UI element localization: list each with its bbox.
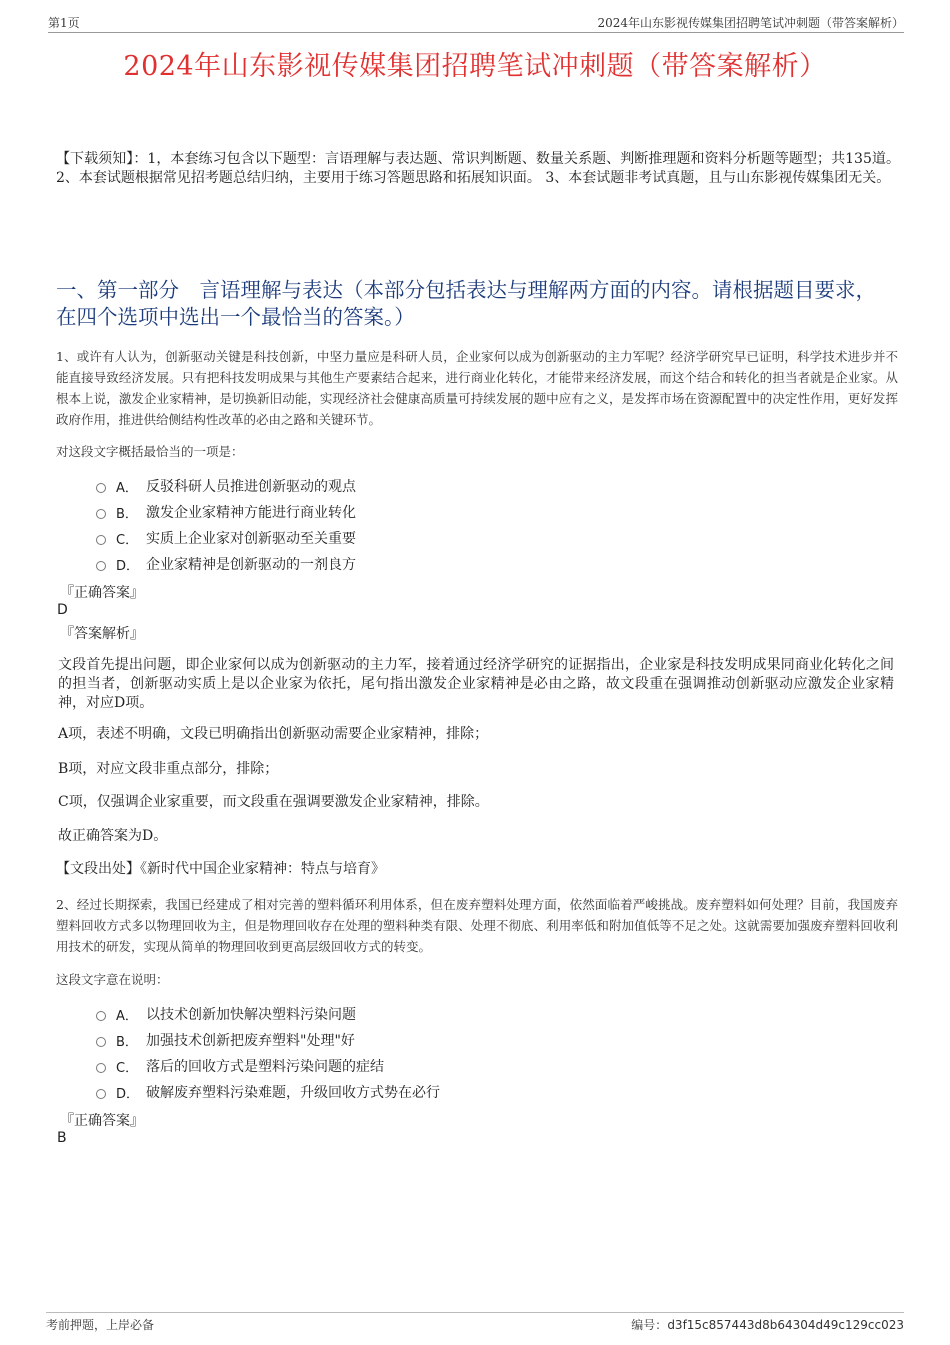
question-1-options xyxy=(96,473,356,577)
document-code: 编号：d3f15c857443d8b64304d49c129cc023 xyxy=(631,1318,904,1332)
option-text: 企业家精神是创新驱动的一剂良方 xyxy=(146,557,356,573)
option-d[interactable]: D． 企业家精神是创新驱动的一剂良方 xyxy=(96,551,356,577)
question-2-options xyxy=(96,1001,440,1105)
radio-icon[interactable] xyxy=(96,509,106,519)
footer-slogan: 考前押题，上岸必备 xyxy=(46,1318,155,1332)
analysis-option-a: A项，表述不明确，文段已明确指出创新驱动需要企业家精神，排除； xyxy=(58,726,489,742)
option-c[interactable]: C． 落后的回收方式是塑料污染问题的症结 xyxy=(96,1053,440,1079)
page-number: 第1页 xyxy=(48,16,80,30)
header-doc-title: 2024年山东影视传媒集团招聘笔试冲刺题（带答案解析） xyxy=(597,16,904,30)
analysis-label: 『答案解析』 xyxy=(60,626,144,642)
analysis-conclusion: 故正确答案为D。 xyxy=(58,828,168,844)
option-a[interactable]: A． 以技术创新加快解决塑料污染问题 xyxy=(96,1001,440,1027)
section-heading: 一、第一部分 言语理解与表达（本部分包括表达与理解两方面的内容。请根据题目要求，在四个选项中选出一个最恰当的答案。） xyxy=(56,278,876,329)
page-footer xyxy=(46,1312,904,1332)
option-text: 加强技术创新把废弃塑料"处理"好 xyxy=(146,1033,355,1049)
question-2-prompt: 这段文字意在说明： xyxy=(56,972,169,987)
question-1-prompt: 对这段文字概括最恰当的一项是： xyxy=(56,444,244,459)
download-notice: 【下载须知】：1，本套练习包含以下题型：言语理解与表达题、常识判断题、数量关系题、判断推理题和资料分析题等题型；共135道。 2、本套试题根据常见招考题总结归纳，主要用于练习答题思路和拓展知识面。 3、本套试题非考试真题，且与山东影视传媒集团无关。 xyxy=(56,151,900,186)
option-text: 实质上企业家对创新驱动至关重要 xyxy=(146,531,356,547)
option-text: 落后的回收方式是塑料污染问题的症结 xyxy=(146,1059,384,1075)
radio-icon[interactable] xyxy=(96,483,106,493)
option-d[interactable]: D． 破解废弃塑料污染难题，升级回收方式势在必行 xyxy=(96,1079,440,1105)
page-header xyxy=(48,14,904,33)
radio-icon[interactable] xyxy=(96,561,106,571)
radio-icon[interactable] xyxy=(96,535,106,545)
document-title: 2024年山东影视传媒集团招聘笔试冲刺题（带答案解析） xyxy=(123,51,827,82)
option-a[interactable]: A． 反驳科研人员推进创新驱动的观点 xyxy=(96,473,356,499)
option-b[interactable]: B． 加强技术创新把废弃塑料"处理"好 xyxy=(96,1027,440,1053)
option-c[interactable]: C． 实质上企业家对创新驱动至关重要 xyxy=(96,525,356,551)
source-citation: 【文段出处】《新时代中国企业家精神：特点与培育》 xyxy=(56,861,385,877)
question-1-stem: 1、或许有人认为，创新驱动关键是科技创新，中坚力量应是科研人员，企业家何以成为创新驱动的主力军呢？经济学研究早已证明，科学技术进步并不能直接导致经济发展。只有把科技发明成果与其他生产要素结合起来，进行商业化转化，才能带来经济发展，而这个结合和转化的担当者就是企业家。从根本上说，激发企业家精神，是切换新旧动能，实现经济社会健康高质量可持续发展的题中应有之义，是发挥市场在资源配置中的决定性作用，更好发挥政府作用，推进供给侧结构性改革的必由之路和关键环节。 xyxy=(56,349,898,427)
analysis-option-b: B项，对应文段非重点部分，排除； xyxy=(58,761,279,777)
radio-icon[interactable] xyxy=(96,1011,106,1021)
option-b[interactable]: B． 激发企业家精神方能进行商业转化 xyxy=(96,499,356,525)
correct-answer: D xyxy=(57,602,68,618)
radio-icon[interactable] xyxy=(96,1089,106,1099)
correct-answer: B xyxy=(57,1130,67,1146)
option-text: 激发企业家精神方能进行商业转化 xyxy=(146,505,356,521)
analysis-paragraph: 文段首先提出问题，即企业家何以成为创新驱动的主力军，接着通过经济学研究的证据指出，企业家是科技发明成果同商业化转化之间的担当者，创新驱动实质上是以企业家为依托，尾句指出激发企业家精神是必由之路，故文段重在强调推动创新驱动应激发企业家精神，对应D项。 xyxy=(58,657,894,711)
option-text: 反驳科研人员推进创新驱动的观点 xyxy=(146,479,356,495)
radio-icon[interactable] xyxy=(96,1037,106,1047)
analysis-option-c: C项，仅强调企业家重要，而文段重在强调要激发企业家精神，排除。 xyxy=(58,794,489,810)
radio-icon[interactable] xyxy=(96,1063,106,1073)
question-2-stem: 2、经过长期探索，我国已经建成了相对完善的塑料循环利用体系，但在废弃塑料处理方面，依然面临着严峻挑战。废弃塑料如何处理？目前，我国废弃塑料回收方式多以物理回收为主，但是物理回收存在处理的塑料种类有限、处理不彻底、利用率低和附加值低等不足之处。这就需要加强废弃塑料回收利用技术的研发，实现从简单的物理回收到更高层级回收方式的转变。 xyxy=(56,897,898,954)
option-text: 破解废弃塑料污染难题，升级回收方式势在必行 xyxy=(146,1085,440,1101)
correct-answer-label: 『正确答案』 xyxy=(60,1113,144,1129)
correct-answer-label: 『正确答案』 xyxy=(60,585,144,601)
option-text: 以技术创新加快解决塑料污染问题 xyxy=(146,1007,356,1023)
